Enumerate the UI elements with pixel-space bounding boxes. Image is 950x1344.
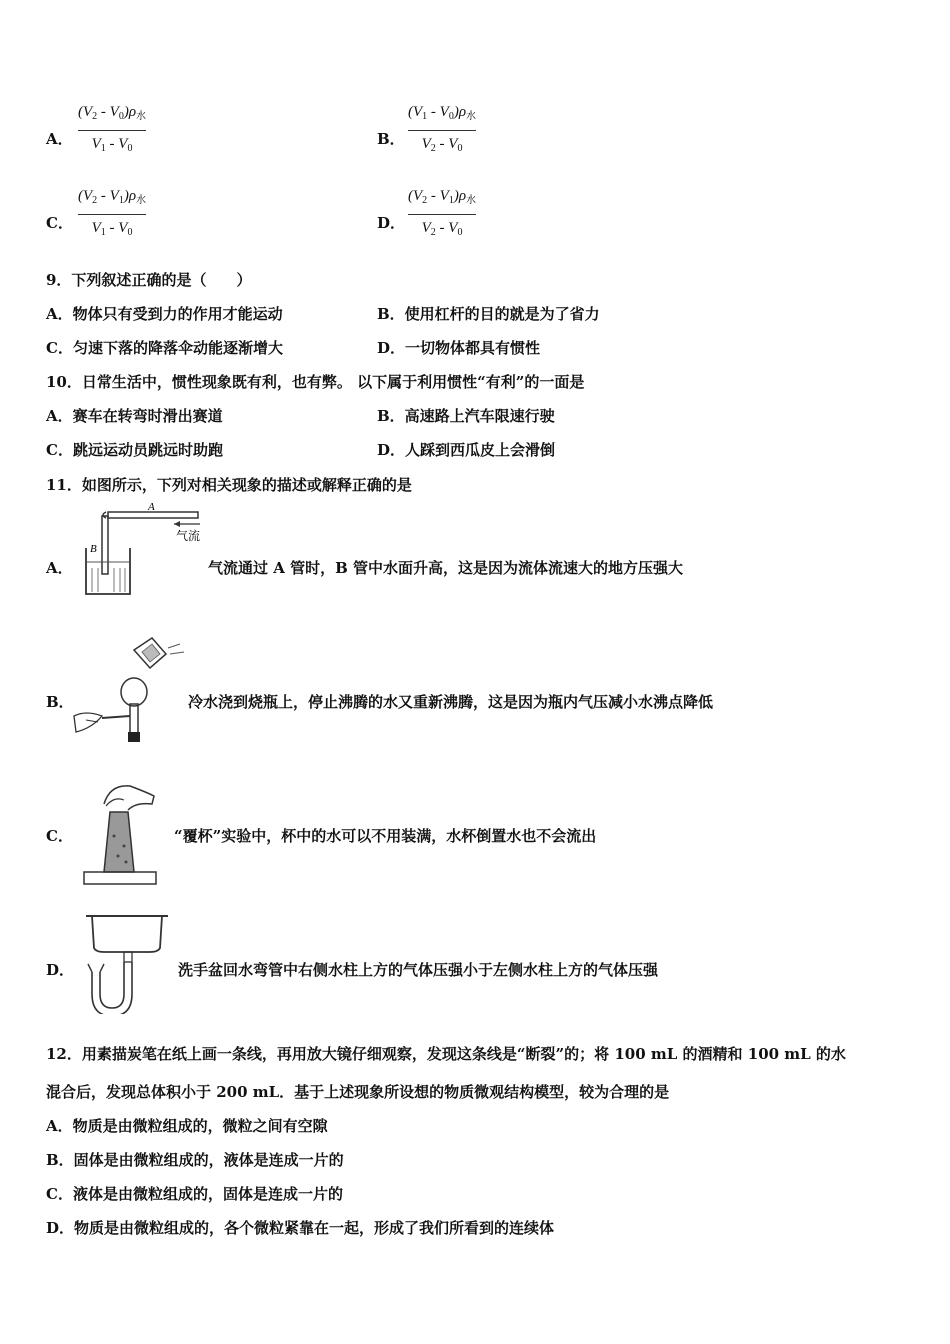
q12-option-d: D．物质是由微粒组成的，各个微粒紧靠在一起，形成了我们所看到的连续体 <box>46 1219 555 1237</box>
q11-option-a-label: A． <box>46 559 73 577</box>
q11-option-b-label: B． <box>46 693 74 711</box>
q9-stem: 9．下列叙述正确的是（ ） <box>46 271 252 289</box>
q12-stem-line1: 12．用素描炭笔在纸上画一条线，再用放大镜仔细观察，发现这条线是“断裂”的；将 100 mL 的酒精和 100 mL 的水 <box>46 1045 846 1063</box>
q9-option-a: A．物体只有受到力的作用才能运动 <box>46 305 283 323</box>
fraction: $(V_2 - V_0)\rho_水$ $V_1 - V_0$ <box>78 104 147 154</box>
airflow-label: 气流 <box>176 529 201 543</box>
q11-option-d-text: 洗手盆回水弯管中右侧水柱上方的气体压强小于左侧水柱上方的气体压强 <box>178 961 659 979</box>
q11-option-a-text: 气流通过 A 管时，B 管中水面升高，这是因为流体流速大的地方压强大 <box>208 559 683 577</box>
q9-option-c: C．匀速下落的降落伞动能逐渐增大 <box>46 339 283 357</box>
option-label: D． <box>377 214 406 232</box>
q12-option-a: A．物质是由微粒组成的，微粒之间有空隙 <box>46 1117 328 1135</box>
q9-option-b: B．使用杠杆的目的就是为了省力 <box>377 305 600 323</box>
sink-trap-figure <box>84 912 172 1014</box>
q11-option-c-label: C． <box>46 827 73 845</box>
q10-option-b: B．高速路上汽车限速行驶 <box>377 407 555 425</box>
q12-stem-line2: 混合后，发现总体积小于 200 mL．基于上述现象所设想的物质微观结构模型，较为合理的是 <box>46 1083 670 1101</box>
q10-stem: 10．日常生活中，惯性现象既有利，也有弊。 以下属于利用惯性“有利”的一面是 <box>46 373 585 391</box>
q12-option-b: B．固体是由微粒组成的，液体是连成一片的 <box>46 1151 344 1169</box>
fraction: $(V_2 - V_1)\rho_水$ $V_2 - V_0$ <box>408 188 477 238</box>
q10-option-d: D．人踩到西瓜皮上会滑倒 <box>377 441 556 459</box>
label-a: A <box>148 501 155 513</box>
q10-option-a: A．赛车在转弯时滑出赛道 <box>46 407 223 425</box>
fraction: $(V_2 - V_1)\rho_水$ $V_1 - V_0$ <box>78 188 147 238</box>
q10-option-c: C．跳远运动员跳远时助跑 <box>46 441 223 459</box>
flask-cold-water-figure <box>72 636 190 748</box>
q11-stem: 11．如图所示，下列对相关现象的描述或解释正确的是 <box>46 476 412 494</box>
fraction: $(V_1 - V_0)\rho_水$ $V_2 - V_0$ <box>408 104 477 154</box>
q11-option-d-label: D． <box>46 961 75 979</box>
option-label: A． <box>46 130 73 148</box>
q12-option-c: C．液体是由微粒组成的，固体是连成一片的 <box>46 1185 343 1203</box>
q9-option-d: D．一切物体都具有惯性 <box>377 339 541 357</box>
label-b: B <box>90 543 97 555</box>
airflow-tube-figure <box>78 500 208 598</box>
option-label: B． <box>377 130 405 148</box>
q11-option-c-text: “覆杯”实验中，杯中的水可以不用装满，水杯倒置水也不会流出 <box>174 827 597 845</box>
inverted-cup-figure <box>80 776 160 888</box>
option-label: C． <box>46 214 73 232</box>
q11-option-b-text: 冷水浇到烧瓶上，停止沸腾的水又重新沸腾，这是因为瓶内气压减小水沸点降低 <box>188 693 714 711</box>
